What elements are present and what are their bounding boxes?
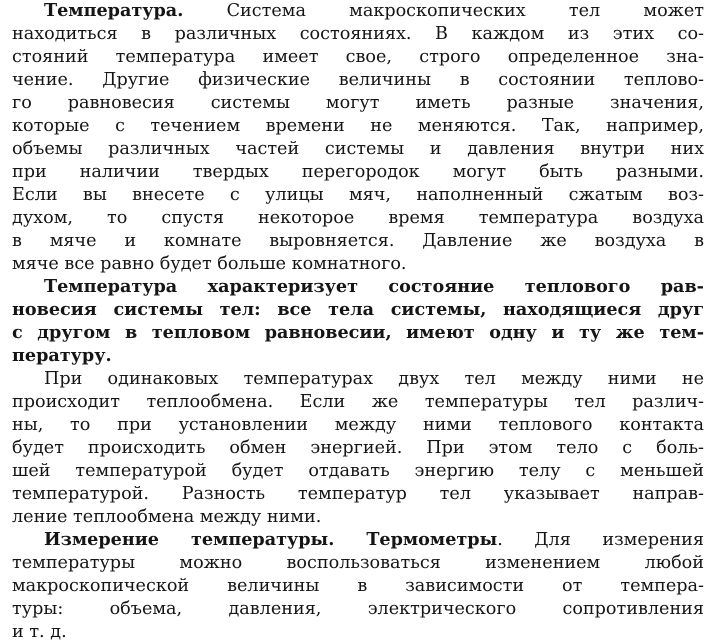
text-line: при наличии твердых перегородок могут быть разными. — [12, 162, 704, 182]
text-line: находиться в различных состояниях. В каждом из этих со- — [12, 24, 704, 44]
text-line: и т. д. — [12, 622, 67, 642]
text-line: объемы различных частей системы и давления внутри них — [12, 139, 704, 159]
text-line: происходит теплообмена. Если же температуры тел различ- — [12, 392, 704, 412]
text-line: туры: объема, давления, электрического сопротивления — [12, 599, 704, 619]
text-line: температуры можно воспользоваться изменением любой — [12, 553, 704, 573]
text-line: стояний температура имеет свое, строго определенное зна- — [12, 47, 704, 67]
text-line: ление теплообмена между ними. — [12, 507, 322, 527]
text-line: шей температурой будет отдавать энергию телу с меньшей — [12, 461, 704, 481]
text-line: в мяче и комнате выровняется. Давление же воздуха в — [12, 231, 704, 251]
text-line: Измерение температуры. Термометры. Для измерения — [44, 529, 704, 550]
text-line: которые с течением времени не меняются. Так, например, — [12, 116, 704, 136]
text-line: Если вы внесете с улицы мяч, наполненный сжатым воз- — [12, 185, 704, 205]
text-line: будет происходить обмен энергией. При этом тело с боль- — [12, 438, 704, 458]
text-line: мяче все равно будет больше комнатного. — [12, 254, 407, 274]
text-line-bold: с другом в тепловом равновесии, имеют одну и ту же тем- — [12, 322, 704, 343]
text-line: При одинаковых температурах двух тел между ними не — [44, 369, 704, 389]
text-line-bold: Температура характеризует состояние теплового рав- — [44, 276, 704, 297]
text-line: духом, то спустя некоторое время температура воздуха — [12, 208, 704, 228]
text-line: температурой. Разность температур тел указывает направ- — [12, 484, 704, 504]
heading-temperature: Температура. — [44, 0, 184, 21]
text-line-bold: новесия системы тел: все тела системы, находящиеся друг — [12, 299, 704, 320]
text-line: го равновесия системы могут иметь разные значения, — [12, 93, 704, 113]
heading-thermometers: Измерение температуры. Термометры — [44, 529, 498, 550]
text-line: чение. Другие физические величины в состоянии теплово- — [12, 70, 704, 90]
text-line: ны, то при установлении между ними теплового контакта — [12, 415, 704, 435]
text-line: макроскопической величины в зависимости от темпера- — [12, 576, 704, 596]
text-line: Температура. Система макроскопических тел может — [44, 0, 704, 21]
text-line-bold: пературу. — [12, 345, 112, 366]
